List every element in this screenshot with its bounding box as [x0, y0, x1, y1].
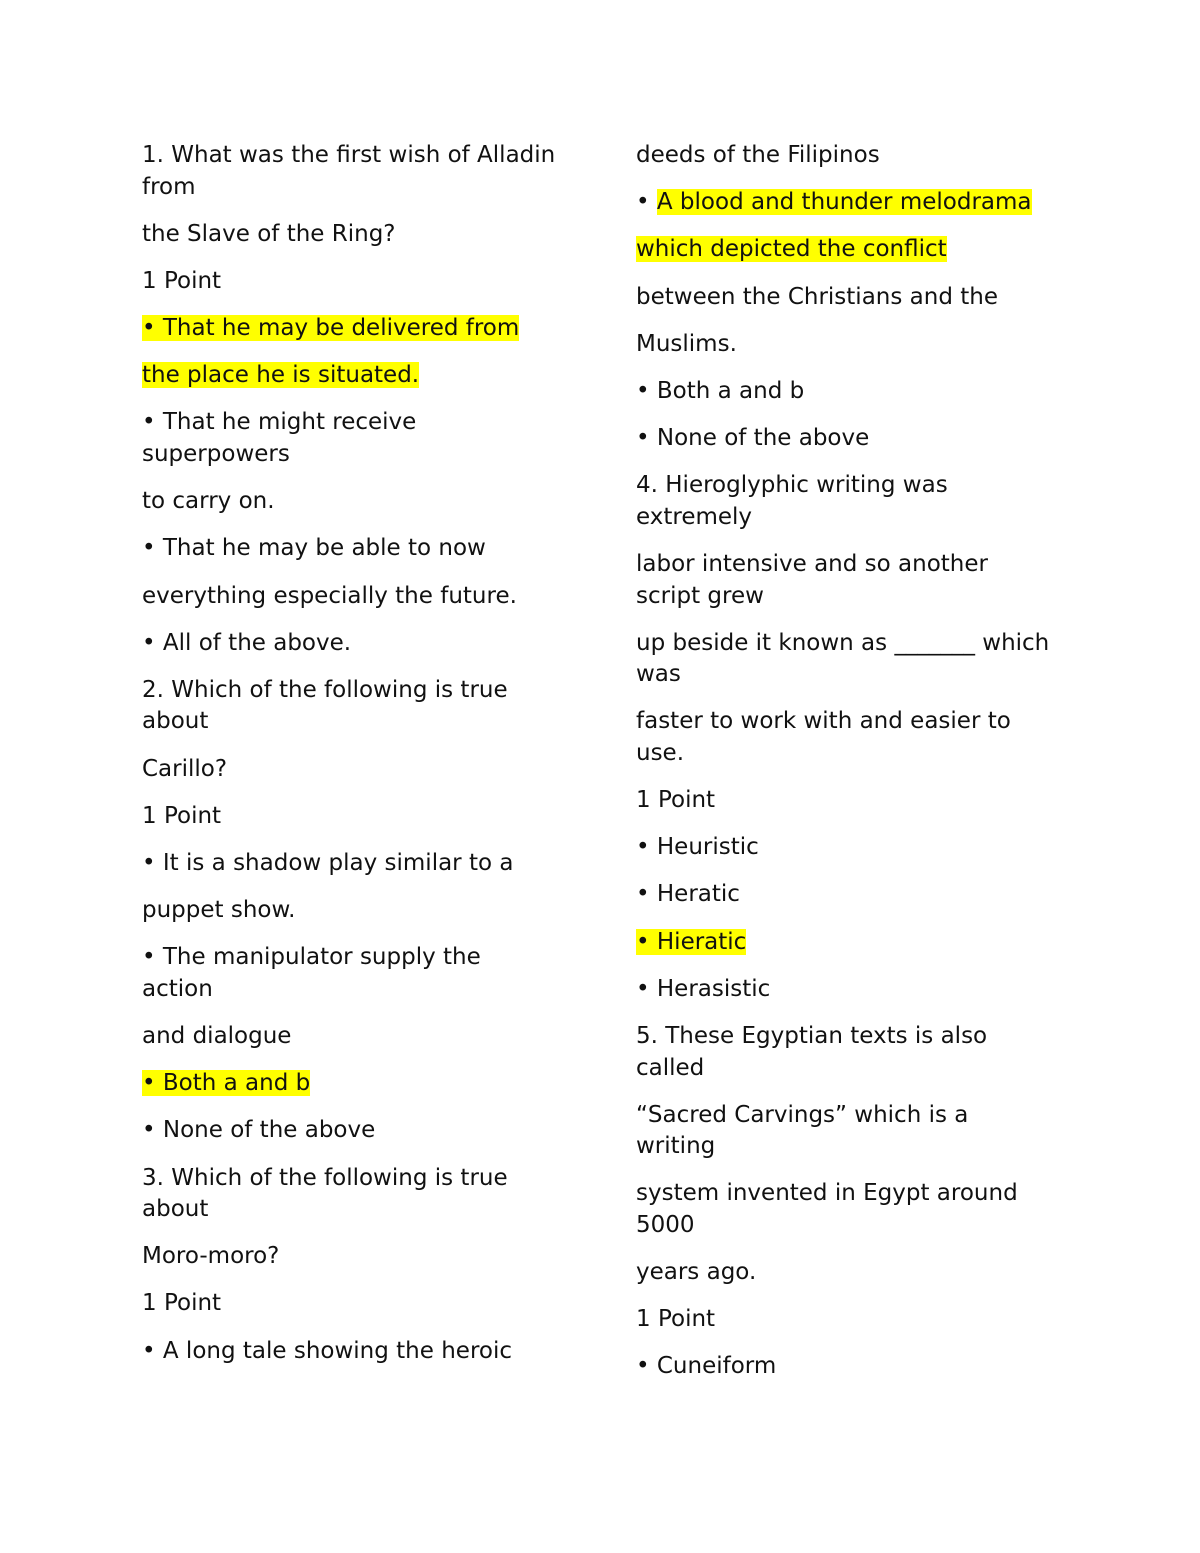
text-line	[636, 423, 1086, 455]
line-text: labor intensive and so another	[636, 551, 988, 577]
line-text: to carry on.	[142, 488, 275, 515]
line-text: Muslims.	[636, 330, 737, 357]
line-text: 1 Point	[142, 802, 222, 829]
line-text: 2. Which of the following is true	[142, 676, 508, 703]
text-line	[636, 1351, 1086, 1383]
line-text: Carillo?	[142, 755, 228, 782]
line-continuation: about	[142, 708, 209, 735]
line-text: • It is a shadow play similar to a	[142, 849, 514, 876]
text-line	[142, 486, 592, 518]
line-continuation: called	[636, 1054, 705, 1081]
line-text: up beside it known as _______ which	[636, 629, 1050, 656]
line-text: 1 Point	[636, 787, 716, 814]
line-text: 5. These Egyptian texts is also	[636, 1023, 988, 1049]
text-line	[636, 927, 1086, 959]
line-text: years ago.	[636, 1259, 757, 1286]
text-line	[142, 1288, 592, 1320]
line-text: faster to work with and easier to	[636, 708, 1011, 735]
line-continuation: was	[636, 661, 681, 688]
text-line	[142, 1115, 592, 1147]
text-line	[142, 675, 592, 738]
text-line	[636, 832, 1086, 864]
line-text: between the Christians and the	[636, 283, 998, 310]
line-text: which depicted the conflict	[636, 236, 947, 263]
text-line	[636, 329, 1086, 361]
line-text: puppet show.	[142, 897, 296, 924]
text-line	[142, 266, 592, 298]
line-text: • None of the above	[142, 1117, 376, 1144]
line-text: 1 Point	[142, 1290, 222, 1317]
text-line	[142, 942, 592, 1005]
line-continuation: from	[142, 173, 196, 200]
text-line	[142, 754, 592, 786]
text-line	[142, 1163, 592, 1226]
line-text: • That he may be able to now	[142, 535, 486, 562]
line-text: “Sacred Carvings” which is a	[636, 1101, 969, 1128]
line-text: 1 Point	[142, 267, 222, 294]
text-line	[636, 1257, 1086, 1289]
text-line	[636, 187, 1086, 219]
line-text: 1 Point	[636, 1306, 716, 1333]
text-line	[142, 313, 592, 345]
line-text: • That he might receive	[142, 409, 417, 436]
text-line	[636, 470, 1086, 533]
line-text: • That he may be delivered from	[142, 315, 520, 342]
text-line	[636, 706, 1086, 769]
text-line	[142, 219, 592, 251]
text-line	[142, 1068, 592, 1100]
text-line	[636, 140, 1086, 172]
text-line	[636, 549, 1086, 612]
line-text: • All of the above.	[142, 629, 352, 656]
text-line	[142, 1336, 592, 1368]
right-column	[636, 140, 1086, 1399]
line-text: and dialogue	[142, 1023, 292, 1049]
line-text: • Heuristic	[636, 834, 759, 861]
line-continuation: about	[142, 1196, 209, 1223]
text-line	[142, 628, 592, 660]
line-text: • Hieratic	[636, 928, 747, 955]
line-text: 4. Hieroglyphic writing was	[636, 472, 948, 499]
line-text: • Heratic	[636, 881, 740, 908]
left-column	[142, 140, 592, 1383]
text-line	[636, 282, 1086, 314]
line-text: everything especially the future.	[142, 582, 517, 609]
line-continuation: writing	[636, 1133, 716, 1160]
line-text: system invented in Egypt around	[636, 1180, 1018, 1207]
line-text: Moro-moro?	[142, 1243, 280, 1270]
line-continuation: action	[142, 975, 213, 1002]
text-line	[142, 533, 592, 565]
text-line	[636, 376, 1086, 408]
line-continuation: script grew	[636, 582, 764, 609]
text-line	[636, 1021, 1086, 1084]
line-text: • None of the above	[636, 425, 870, 452]
line-text: • The manipulator supply the	[142, 944, 481, 971]
text-line	[636, 974, 1086, 1006]
text-line	[142, 801, 592, 833]
text-line	[142, 1021, 592, 1053]
line-text: •	[636, 189, 657, 216]
line-continuation: 5000	[636, 1211, 695, 1238]
text-line	[636, 1100, 1086, 1163]
line-text: 3. Which of the following is true	[142, 1164, 508, 1191]
text-line	[142, 1241, 592, 1273]
text-line	[636, 234, 1086, 266]
text-line	[142, 407, 592, 470]
text-line	[142, 848, 592, 880]
text-line	[142, 360, 592, 392]
text-line	[636, 628, 1086, 691]
line-text: • Cuneiform	[636, 1353, 777, 1380]
line-text: • A long tale showing the heroic	[142, 1337, 512, 1364]
line-text: the place he is situated.	[142, 362, 420, 389]
text-line	[142, 581, 592, 613]
line-text: 1. What was the first wish of Alladin	[142, 142, 556, 168]
text-line	[636, 1304, 1086, 1336]
text-line	[142, 140, 592, 203]
text-line	[636, 785, 1086, 817]
line-continuation: use.	[636, 739, 685, 766]
line-text: • Herasistic	[636, 975, 771, 1002]
line-continuation: superpowers	[142, 440, 290, 467]
line-text: • Both a and b	[142, 1070, 311, 1097]
line-text: the Slave of the Ring?	[142, 220, 396, 247]
text-line	[142, 895, 592, 927]
line-continuation: extremely	[636, 503, 753, 530]
text-line	[636, 1178, 1086, 1241]
text-line	[636, 879, 1086, 911]
line-text: • Both a and b	[636, 377, 805, 404]
highlighted-text: A blood and thunder melodrama	[656, 189, 1032, 216]
line-text: deeds of the Filipinos	[636, 142, 880, 168]
